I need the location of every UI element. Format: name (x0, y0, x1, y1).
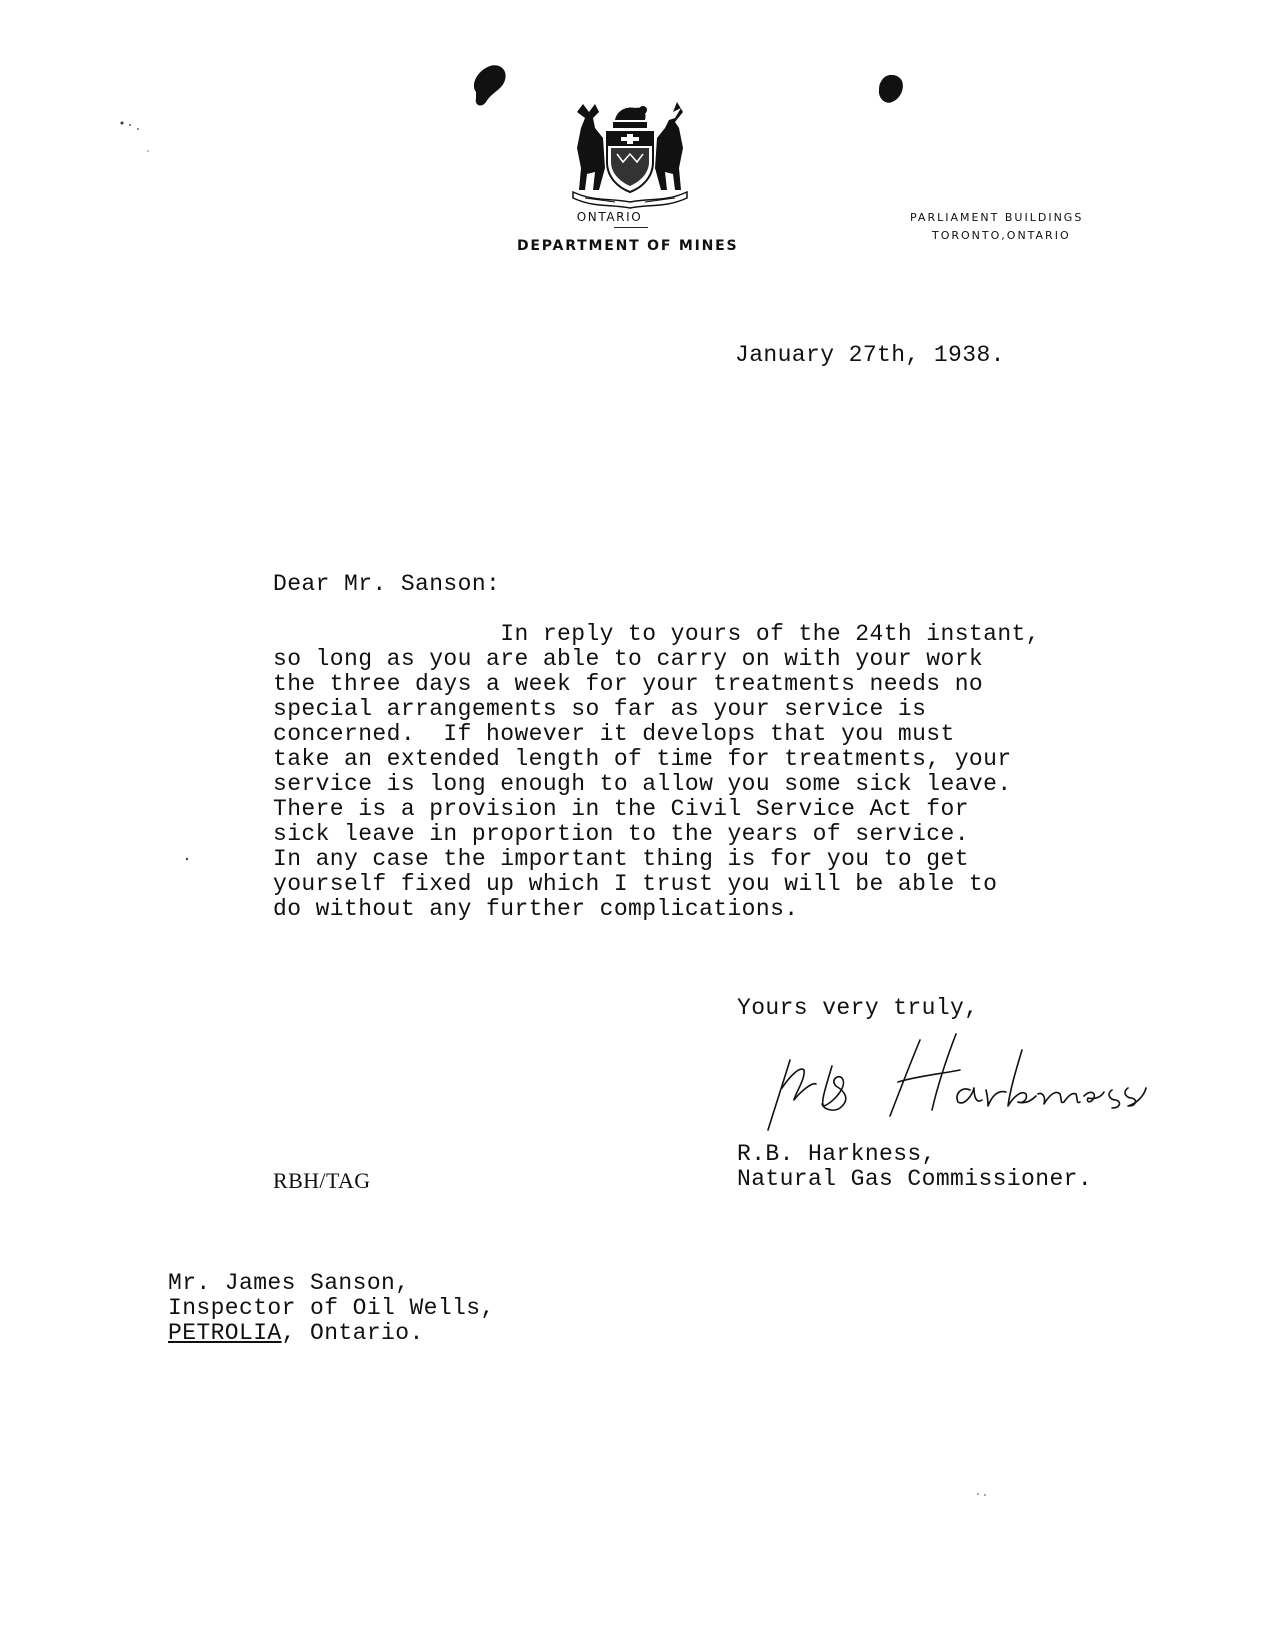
signatory-title: Natural Gas Commissioner. (737, 1166, 1093, 1192)
paper-speck (975, 1490, 989, 1498)
body-line: sick leave in proportion to the years of service. (273, 821, 969, 847)
letterhead-department: DEPARTMENT OF MINES (517, 238, 739, 254)
ink-blot-left (468, 62, 510, 110)
body-line: There is a provision in the Civil Service Act for (273, 796, 969, 822)
salutation: Dear Mr. Sanson: (273, 571, 501, 597)
body-line: special arrangements so far as your service is (273, 696, 927, 722)
letterhead-address-line1: PARLIAMENT BUILDINGS (910, 211, 1084, 224)
letterhead-divider (614, 227, 648, 228)
reference-initials: RBH/TAG (273, 1168, 371, 1193)
body-line: do without any further complications. (273, 896, 799, 922)
closing: Yours very truly, (737, 995, 979, 1021)
paper-speck (184, 856, 190, 862)
recipient-position: Inspector of Oil Wells, (168, 1295, 495, 1321)
body-line: service is long enough to allow you some sick leave. (273, 771, 1012, 797)
paper-speck (118, 117, 158, 157)
body-line: concerned. If however it develops that you must (273, 721, 955, 747)
handwritten-signature (760, 1030, 1200, 1150)
body-line: so long as you are able to carry on with your work (273, 646, 984, 672)
recipient-location (168, 1321, 424, 1346)
ink-blot-right (876, 72, 906, 106)
signatory-name: R.B. Harkness, (737, 1141, 936, 1167)
body-line: yourself fixed up which I trust you will be able to (273, 871, 998, 897)
letterhead-address-line2: TORONTO,ONTARIO (932, 229, 1071, 242)
ontario-coat-of-arms-icon (565, 98, 695, 210)
recipient-city: PETROLIA (168, 1320, 282, 1346)
body-line: the three days a week for your treatments needs no (273, 671, 984, 697)
recipient-name: Mr. James Sanson, (168, 1270, 410, 1296)
letter-date: January 27th, 1938. (735, 342, 1005, 368)
letterhead-province: ONTARIO (576, 210, 643, 224)
body-line: take an extended length of time for treatments, your (273, 746, 1012, 772)
body-line: In reply to yours of the 24th instant, (273, 621, 1040, 647)
recipient-province: , Ontario. (281, 1320, 424, 1346)
body-line: In any case the important thing is for you to get (273, 846, 969, 872)
